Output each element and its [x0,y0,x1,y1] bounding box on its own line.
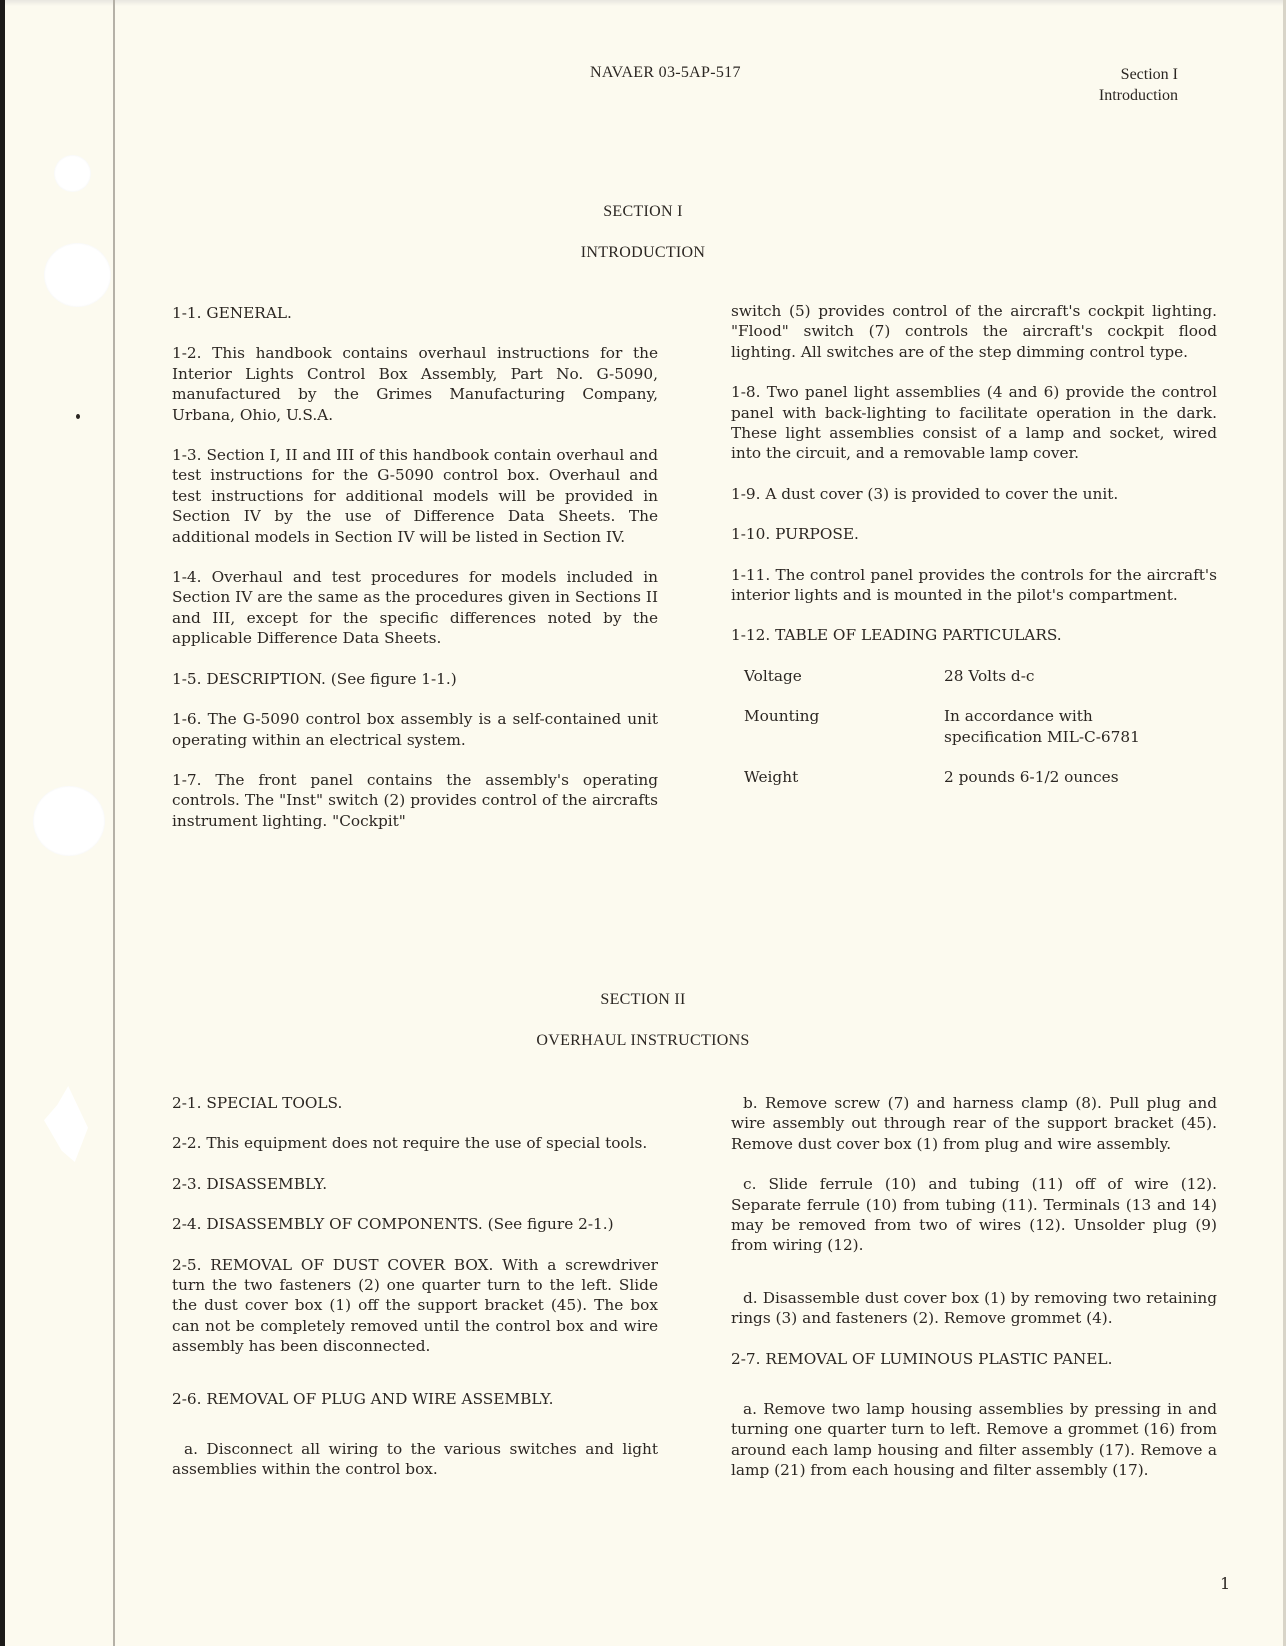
table-row [731,706,1217,767]
para-1-5-heading: 1-5. DESCRIPTION. (See figure 1-1.) [172,669,457,688]
para-2-6-c: c. Slide ferrule (10) and tubing (11) off of wire (12). Separate ferrule (10) from tubing (11). Terminals (13 and 14) may be removed from two of wires (12). Unsolder plug (9) from wiring (12). [731,1175,1217,1255]
para-2-2: 2-2. This equipment does not require the use of special tools. [172,1134,648,1153]
para-2-7-a: a. Remove two lamp housing assemblies by pressing in and turning one quarter turn to left. Remove a grommet (16) from around each lamp housing and filter assembly (17). Remove a lamp (21) from each housing and filter assembly (17). [731,1400,1217,1480]
para-1-6: 1-6. The G-5090 control box assembly is a self-contained unit operating within an electrical system. [172,710,658,749]
para-2-6-d: d. Disassemble dust cover box (1) by removing two retaining rings (3) and fasteners (2). Remove grommet (4). [731,1288,1217,1328]
para-2-6-b: b. Remove screw (7) and harness clamp (8). Pull plug and wire assembly out through rear of the support bracket (45). Remove dust cover box (1) from plug and wire assembly. [731,1094,1217,1153]
para-1-7-continued: switch (5) provides control of the aircraft's cockpit lighting. "Flood" switch (7) controls the aircraft's cockpit flood lighting. All switches are of the step dimming control type. [731,302,1217,361]
para-1-7: 1-7. The front panel contains the assembly's operating controls. The "Inst" switch (2) provides control of the aircrafts instrument lighting. "Cockpit" [172,770,658,830]
punch-hole [33,786,105,856]
table-row [731,666,1217,706]
header-section-label: Section I [1120,66,1178,83]
paper-tear [44,1086,88,1162]
para-1-2: 1-2. This handbook contains overhaul instructions for the Interior Lights Control Box Assembly, Part No. G-5090, manufactured by the Grimes Manufacturing Company, Urbana, Ohio, U.S.A. [172,344,658,424]
para-2-6-heading: 2-6. REMOVAL OF PLUG AND WIRE ASSEMBLY. [172,1389,554,1408]
section-2-left-column [172,1093,658,1480]
para-2-6-a: a. Disconnect all wiring to the various switches and light assemblies within the control box. [172,1440,658,1479]
ink-speck [76,414,80,419]
para-1-3: 1-3. Section I, II and III of this handbook contain overhaul and test instructions for the G-5090 control box. Overhaul and test instructions for additional models will be provided in Section IV by the use of Difference Data Sheets. The additional models in Section IV will be listed in Section IV. [172,446,658,546]
para-2-1-heading: 2-1. SPECIAL TOOLS. [172,1094,343,1112]
para-1-11: 1-11. The control panel provides the controls for the aircraft's interior lights and is mounted in the pilot's compartment. [731,565,1217,605]
page-top-edge [0,0,1286,6]
para-1-8: 1-8. Two panel light assemblies (4 and 6) provide the control panel with back-lighting to facilitate operation in the dark. These light assemblies consist of a lamp and socket, wired into the circuit, and a removable lamp cover. [731,383,1217,463]
para-2-4-heading: 2-4. DISASSEMBLY OF COMPONENTS. (See figure 2-1.) [172,1215,614,1234]
particular-value: In accordance with specification MIL-C-6781 [944,707,1140,746]
para-1-9: 1-9. A dust cover (3) is provided to cover the unit. [731,484,1119,503]
particular-label: Mounting [744,707,820,726]
section-1-subtitle: INTRODUCTION [580,244,706,261]
para-2-5: 2-5. REMOVAL OF DUST COVER BOX. With a screwdriver turn the two fasteners (2) one quarter turn to the left. Slide the dust cover box (1) off the support bracket (45). The box can not be completely removed until the control box and wire assembly has been disconnected. [172,1255,658,1356]
table-row [731,767,1217,787]
section-1-title: SECTION I [603,203,683,220]
particular-value: 2 pounds 6-1/2 ounces [944,768,1119,787]
particular-label: Voltage [744,666,802,685]
section-2-right-column [731,1093,1217,1481]
particular-value: 28 Volts d-c [944,666,1035,685]
header-section-name: Introduction [1098,87,1178,104]
particular-label: Weight [744,768,799,787]
para-2-3-heading: 2-3. DISASSEMBLY. [172,1174,328,1193]
section-2-subtitle: OVERHAUL INSTRUCTIONS [536,1032,750,1049]
section-1-left-column [172,303,658,831]
para-2-7-heading: 2-7. REMOVAL OF LUMINOUS PLASTIC PANEL. [731,1349,1113,1368]
running-header-section [1099,64,1178,106]
page-number: 1 [1220,1574,1231,1593]
leading-particulars-table [731,666,1217,788]
para-1-1-heading: 1-1. GENERAL. [172,304,292,322]
para-1-4: 1-4. Overhaul and test procedures for models included in Section IV are the same as the procedures given in Sections II and III, except for the specific differences noted by the applicable Difference Data Sheets. [172,568,658,648]
punch-hole-small [54,155,91,192]
para-1-10-heading: 1-10. PURPOSE. [731,525,859,544]
document-number: NAVAER 03-5AP-517 [590,64,741,81]
para-1-12-heading: 1-12. TABLE OF LEADING PARTICULARS. [731,626,1062,645]
section-2-title: SECTION II [600,991,686,1008]
section-1-right-column [731,301,1217,788]
